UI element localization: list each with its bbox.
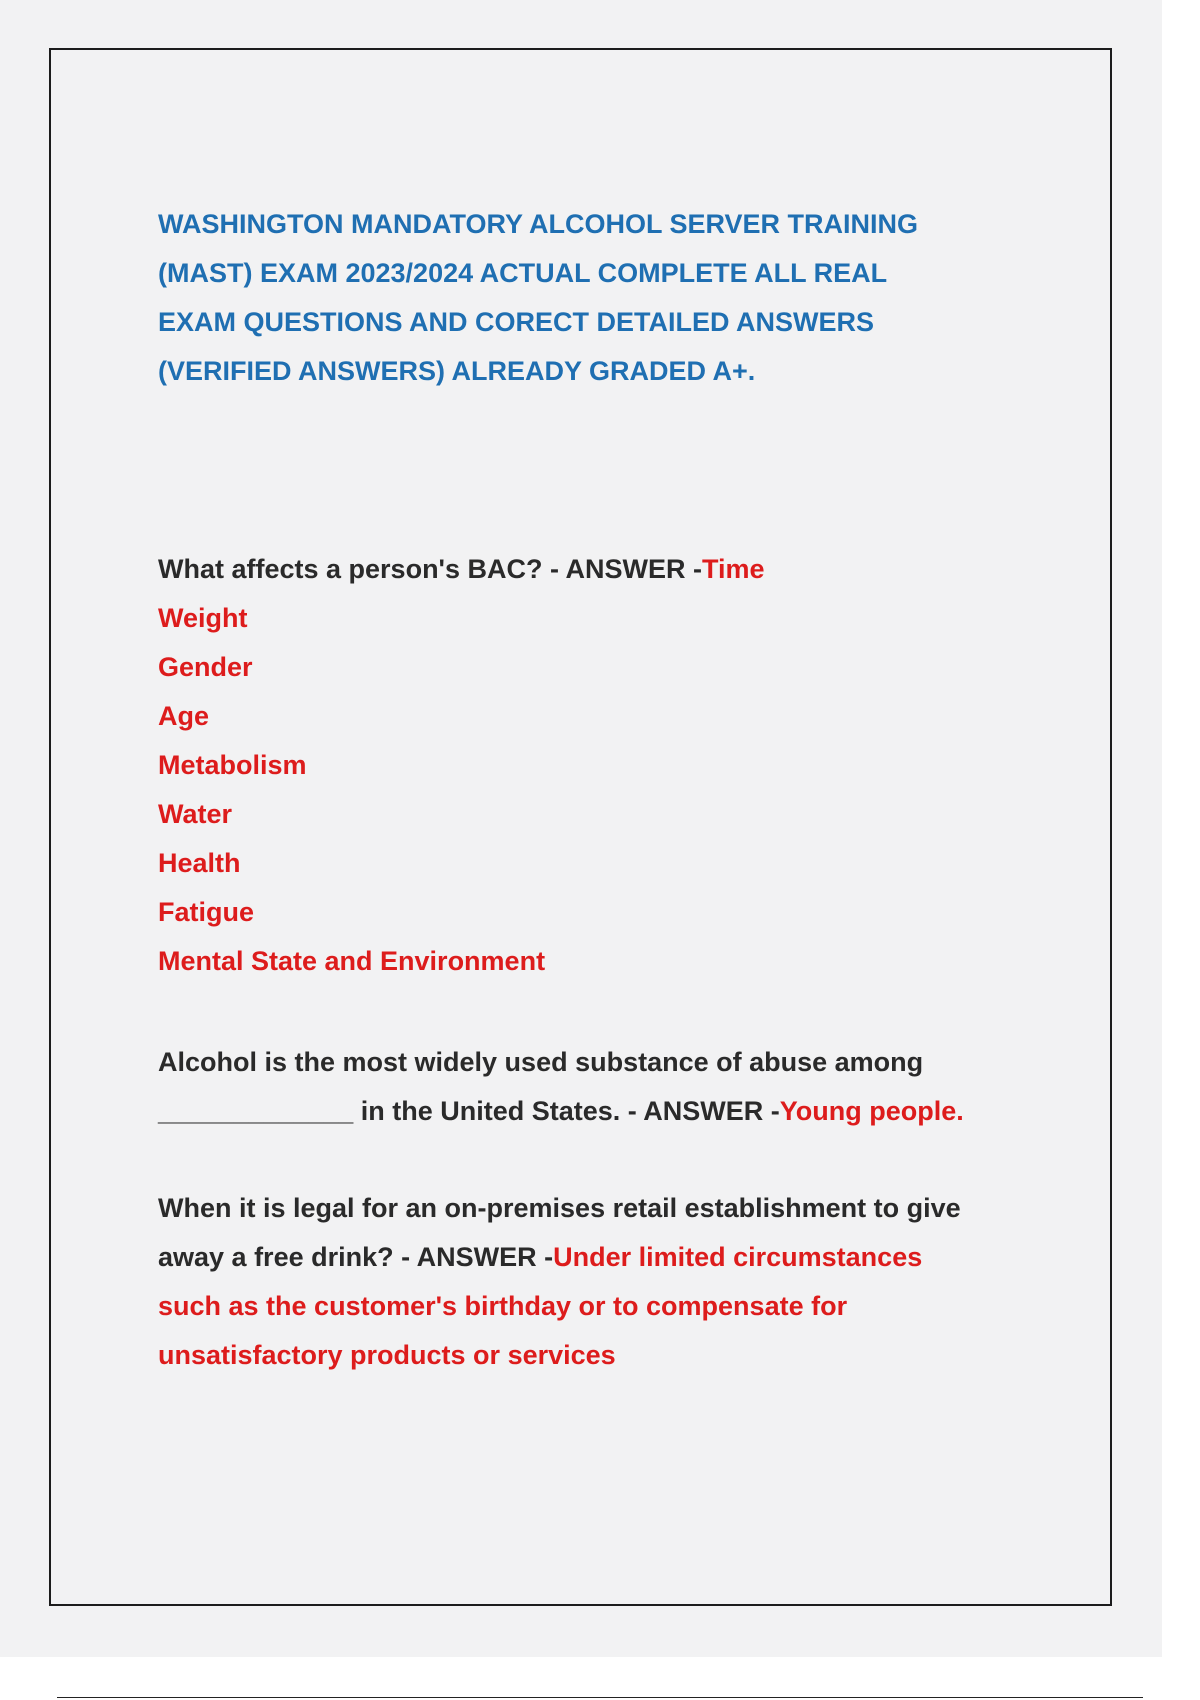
- answer-text: Young people.: [779, 1096, 964, 1126]
- qa-item-alcohol-abuse: [158, 1038, 964, 1136]
- answer-list-item: Water: [158, 799, 233, 829]
- question-line: [158, 545, 765, 594]
- document-title: [158, 200, 1018, 396]
- answer-list-item: Weight: [158, 603, 248, 633]
- qa-item-free-drink: [158, 1184, 961, 1380]
- title-line: (MAST) EXAM 2023/2024 ACTUAL COMPLETE ALL REAL: [158, 258, 888, 288]
- answer-list-item: Health: [158, 848, 241, 878]
- title-line: WASHINGTON MANDATORY ALCOHOL SERVER TRAINING: [158, 209, 919, 239]
- title-line: (VERIFIED ANSWERS) ALREADY GRADED A+.: [158, 356, 756, 386]
- question-line: [158, 1087, 964, 1136]
- question-line: Alcohol is the most widely used substance of abuse among: [158, 1047, 924, 1077]
- answer-list-item: Fatigue: [158, 897, 255, 927]
- answer-list-item: Age: [158, 701, 210, 731]
- answer-list-item: Metabolism: [158, 750, 307, 780]
- question-line: When it is legal for an on-premises retail establishment to give: [158, 1193, 961, 1223]
- answer-text: Time: [701, 554, 765, 584]
- answer-line: unsatisfactory products or services: [158, 1340, 616, 1370]
- answer-list-item: Mental State and Environment: [158, 946, 546, 976]
- qa-item-bac: [158, 545, 765, 986]
- title-line: EXAM QUESTIONS AND CORECT DETAILED ANSWERS: [158, 307, 875, 337]
- document-content: [158, 200, 1018, 1370]
- answer-line: such as the customer's birthday or to compensate for: [158, 1291, 848, 1321]
- footer-rule: [57, 1697, 1143, 1698]
- question-text: away a free drink? - ANSWER -: [158, 1242, 554, 1272]
- answer-text: Under limited circumstances: [553, 1242, 923, 1272]
- answer-list-item: Gender: [158, 652, 253, 682]
- question-text: _____________ in the United States. - ANSWER -: [158, 1096, 780, 1126]
- question-text: What affects a person's BAC? - ANSWER -: [158, 554, 702, 584]
- question-line: [158, 1233, 961, 1282]
